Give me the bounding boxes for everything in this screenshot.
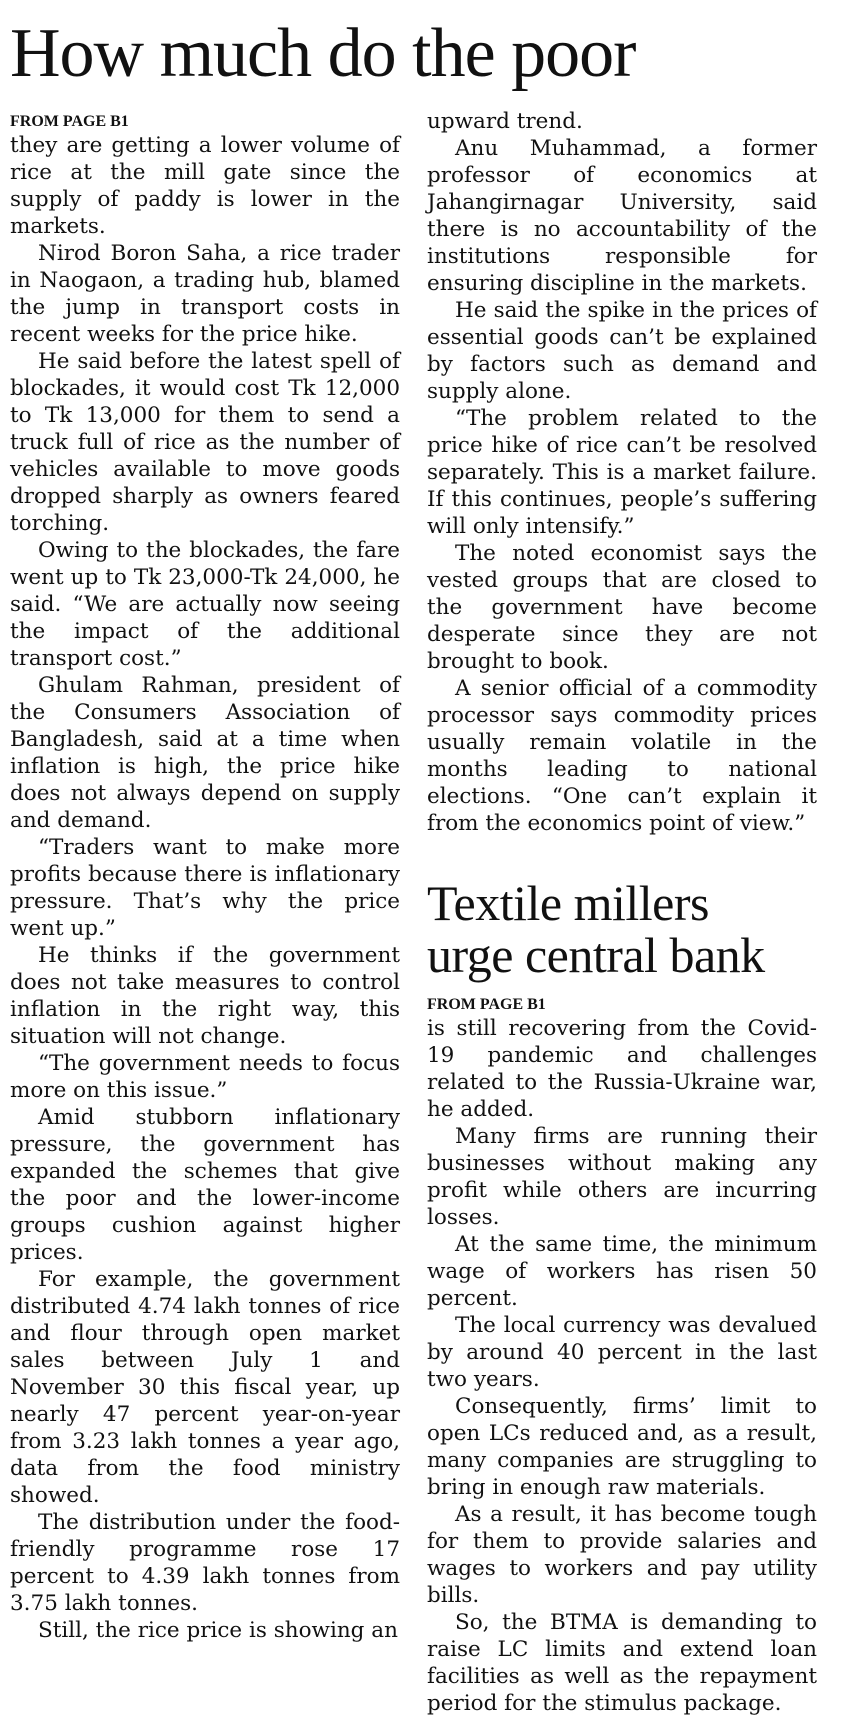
paragraph: Consequently, firms’ limit to open LCs reduced and, as a result, many companies are struggling to bring in enough raw materials. (427, 1394, 817, 1500)
paragraph: He said before the latest spell of blockades, it would cost Tk 12,000 to Tk 13,000 for them to send a truck full of rice as the number of vehicles available to move goods dropped sharply as owners feared torching. (10, 349, 400, 536)
paragraph: is still recovering from the Covid-19 pandemic and challenges related to the Russia-Ukraine war, he added. (427, 1016, 817, 1122)
paragraph: The distribution under the food-friendly programme rose 17 percent to 4.39 lakh tonnes from 3.75 lakh tonnes. (10, 1510, 400, 1616)
paragraph: “Traders want to make more profits because there is inflationary pressure. That’s why the price went up.” (10, 835, 400, 941)
paragraph: Still, the rice price is showing an (38, 1618, 398, 1643)
paragraph: The local currency was devalued by around 40 percent in the last two years. (427, 1313, 817, 1392)
paragraph: A senior official of a commodity processor says commodity prices usually remain volatile in the months leading to national elections. “One can’t explain it from the economics point of view.” (427, 676, 817, 836)
paragraph: He thinks if the government does not take measures to control inflation in the right way, this situation will not change. (10, 943, 400, 1049)
paragraph: The noted economist says the vested groups that are closed to the government have become desperate since they are not brought to book. (427, 541, 817, 674)
paragraph: Nirod Boron Saha, a rice trader in Naogaon, a trading hub, blamed the jump in transport costs in recent weeks for the price hike. (10, 241, 400, 347)
textile-headline (427, 877, 817, 981)
paragraph: As a result, it has become tough for them to provide salaries and wages to workers and pay utility bills. (427, 1502, 817, 1608)
main-headline: How much do the poor (10, 15, 636, 92)
textile-headline-line2: urge central bank (427, 927, 765, 983)
paragraph: Amid stubborn inflationary pressure, the government has expanded the schemes that give the poor and the lower-income groups cushion against higher prices. (10, 1105, 400, 1265)
paragraph: He said the spike in the prices of essential goods can’t be explained by factors such as demand and supply alone. (427, 298, 817, 404)
paragraph: they are getting a lower volume of rice at the mill gate since the supply of paddy is lower in the markets. (10, 133, 400, 239)
paragraph: “The government needs to focus more on this issue.” (10, 1051, 400, 1103)
paragraph: Many firms are running their businesses without making any profit while others are incurring losses. (427, 1124, 817, 1230)
left-column (10, 112, 400, 1644)
paragraph: Owing to the blockades, the fare went up to Tk 23,000-Tk 24,000, he said. “We are actually now seeing the impact of the additional transport cost.” (10, 538, 400, 671)
paragraph: So, the BTMA is demanding to raise LC limits and extend loan facilities as well as the repayment period for the stimulus package. (427, 1610, 817, 1716)
paragraph: At the same time, the minimum wage of workers has risen 50 percent. (427, 1232, 817, 1311)
paragraph: “The problem related to the price hike of rice can’t be resolved separately. This is a market failure. If this continues, people’s suffering will only intensify.” (427, 406, 817, 539)
paragraph: Anu Muhammad, a former professor of economics at Jahangirnagar University, said there is no accountability of the institutions responsible for ensuring discipline in the markets. (427, 136, 817, 296)
paragraph: Ghulam Rahman, president of the Consumers Association of Bangladesh, said at a time when inflation is high, the price hike does not always depend on supply and demand. (10, 673, 400, 833)
paragraph: For example, the government distributed 4.74 lakh tonnes of rice and flour through open market sales between July 1 and November 30 this fiscal year, up nearly 47 percent year-on-year from 3.23 lakh tonnes a year ago, data from the food ministry showed. (10, 1267, 400, 1508)
continuation-label: FROM PAGE B1 (427, 996, 546, 1013)
textile-headline-line1: Textile millers (427, 875, 709, 931)
continuation-label: FROM PAGE B1 (10, 113, 129, 130)
paragraph: upward trend. (427, 109, 583, 134)
right-column (427, 108, 817, 1717)
